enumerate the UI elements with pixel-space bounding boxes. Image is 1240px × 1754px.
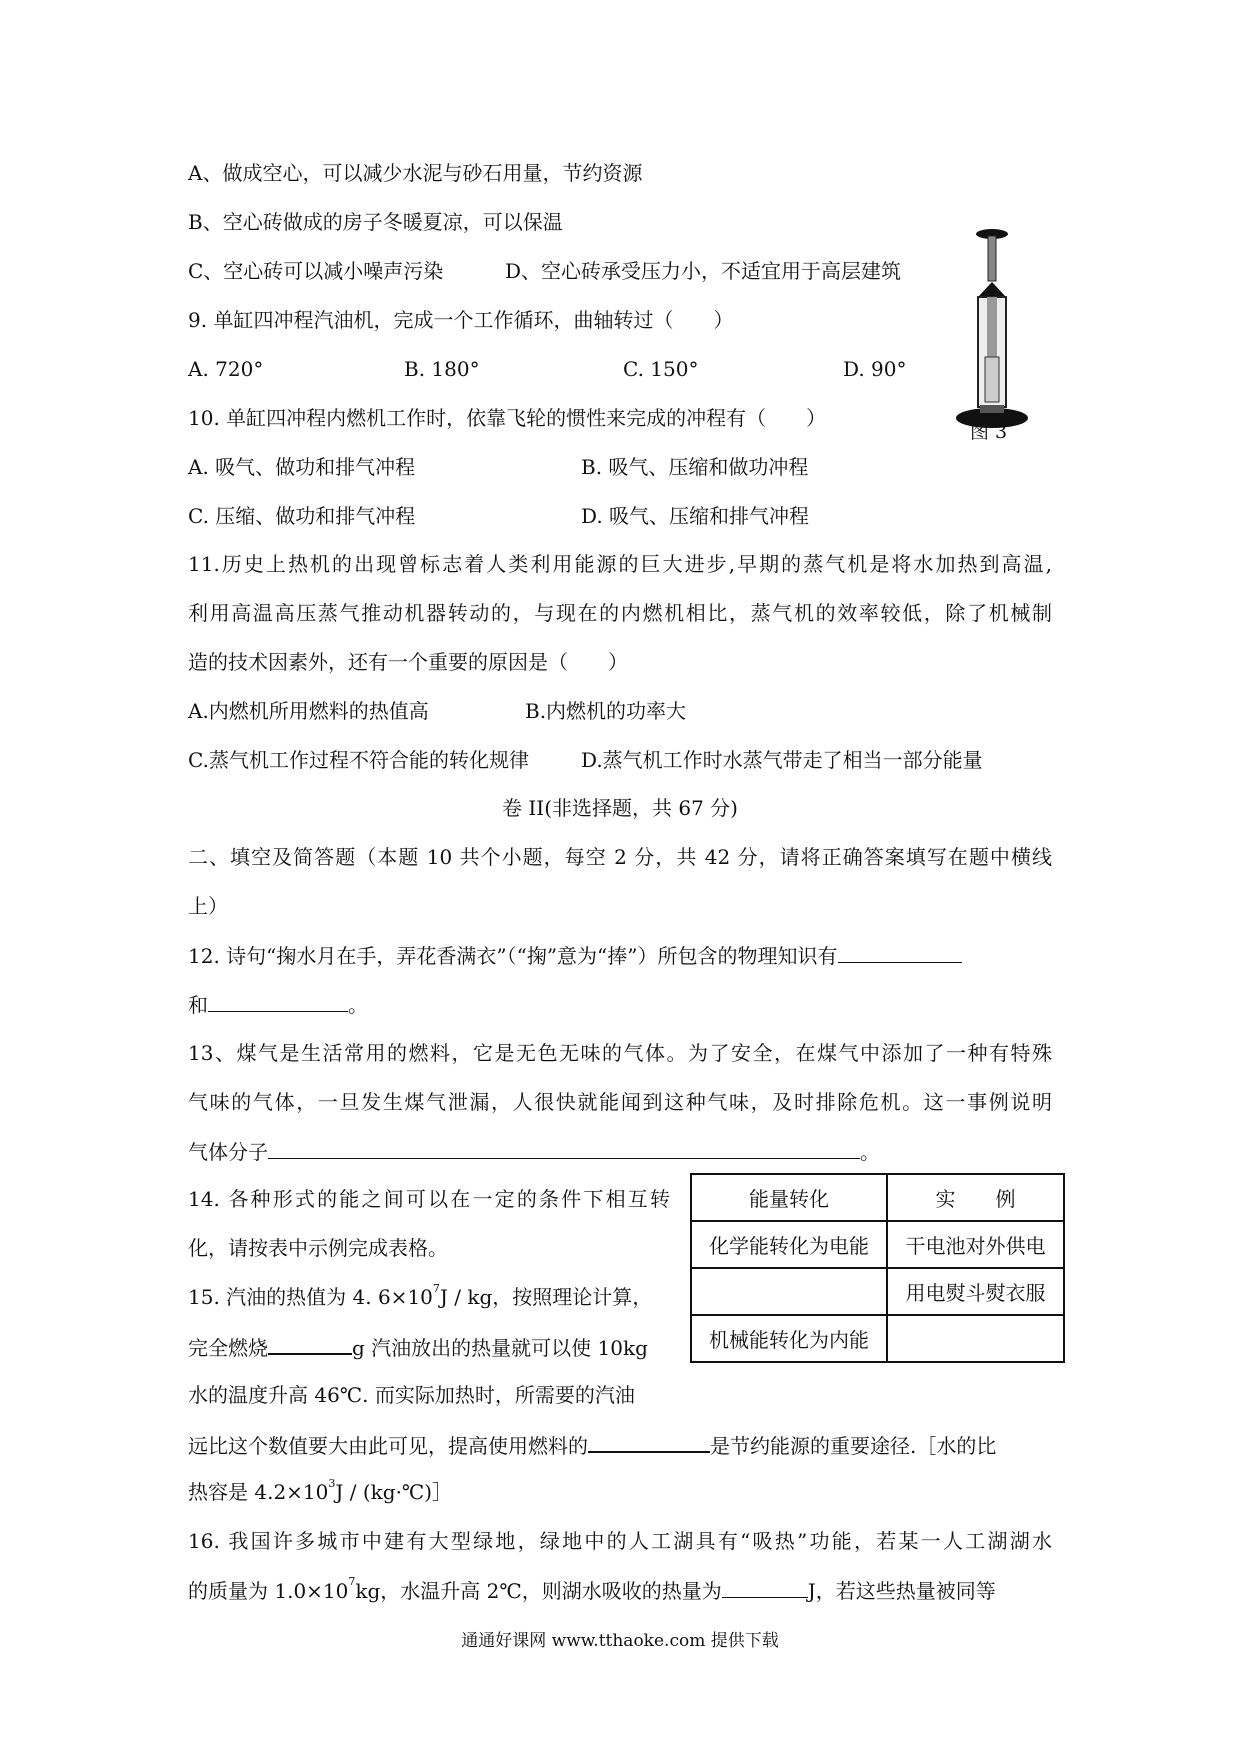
- q11-options-ab: [188, 696, 1048, 726]
- table-cell: 机械能转化为内能: [691, 1315, 887, 1362]
- q13-line-2: 气味的气体，一旦发生煤气泄漏，人很快就能闻到这种气味，及时排除危机。这一事例说明: [188, 1090, 1052, 1114]
- q8-option-d: D、空心砖承受压力小，不适宜用于高层建筑: [505, 259, 902, 283]
- q9-option-c: C. 150°: [623, 357, 699, 381]
- q12-answer-blank-1[interactable]: [838, 940, 962, 963]
- table-header: 实 例: [887, 1174, 1064, 1221]
- figure-3-air-compression-apparatus: [950, 222, 1040, 447]
- q15-exponent: 7: [432, 1282, 440, 1295]
- table-cell: 用电熨斗熨衣服: [887, 1268, 1064, 1315]
- q15-text: 热容是 4.2×10: [188, 1480, 329, 1504]
- q15-text: 远比这个数值要大由此可见，提高使用燃料的: [188, 1434, 588, 1458]
- q15-text: 是节约能源的重要途径.［水的比: [710, 1434, 997, 1458]
- q11-option-c: C.蒸气机工作过程不符合能的转化规律: [188, 748, 529, 772]
- q13-line-1: 13、煤气是生活常用的燃料，它是无色无味的气体。为了安全，在煤气中添加了一种有特殊: [188, 1041, 1052, 1065]
- q8-option-b: B、空心砖做成的房子冬暖夏凉，可以保温: [188, 210, 563, 234]
- q16-line-1: 16. 我国许多城市中建有大型绿地，绿地中的人工湖具有“吸热”功能，若某一人工湖湖水: [188, 1529, 1052, 1553]
- q16-answer-blank[interactable]: [722, 1575, 808, 1598]
- q8-options-cd: [188, 256, 948, 286]
- q16-text: kg，水温升高 2℃，则湖水吸收的热量为: [355, 1579, 722, 1603]
- q15-line-5: [188, 1477, 452, 1507]
- figure-3-caption: 图 3: [970, 421, 1008, 443]
- q12-line-2: [188, 989, 368, 1019]
- q10-option-d: D. 吸气、压缩和排气冲程: [581, 504, 810, 528]
- q15-text: J / kg，按照理论计算，: [439, 1285, 653, 1309]
- table-cell: 化学能转化为电能: [691, 1221, 887, 1268]
- q13-text: 气体分子: [188, 1140, 268, 1164]
- q10-stem: 10. 单缸四冲程内燃机工作时，依靠飞轮的惯性来完成的冲程有（ ）: [188, 406, 827, 430]
- table-header: 能量转化: [691, 1174, 887, 1221]
- section-2-intro-line-2: 上）: [188, 894, 228, 918]
- q11-option-a: A.内燃机所用燃料的热值高: [188, 699, 429, 723]
- q14-line-2: 化，请按表中示例完成表格。: [188, 1236, 448, 1260]
- q12-line-1: [188, 940, 962, 970]
- q10-option-b: B. 吸气、压缩和做功冲程: [581, 455, 809, 479]
- q16-line-2: [188, 1575, 996, 1605]
- section-2-title: 卷 II(非选择题，共 67 分): [502, 796, 738, 820]
- q10-options-cd: [188, 501, 948, 531]
- q12-answer-blank-2[interactable]: [208, 989, 348, 1012]
- q13-answer-blank[interactable]: [268, 1136, 860, 1159]
- q9-option-b: B. 180°: [404, 357, 480, 381]
- table-header-row: [691, 1174, 1064, 1221]
- page-footer: 通通好课网 www.tthaoke.com 提供下载: [461, 1631, 779, 1651]
- q9-option-d: D. 90°: [843, 357, 907, 381]
- q15-text: J / (kg·℃)］: [335, 1480, 453, 1504]
- table-cell-answer-blank[interactable]: [887, 1315, 1064, 1362]
- q11-options-cd: [188, 745, 1048, 775]
- q12-and: 和: [188, 993, 208, 1017]
- q15-line-4: [188, 1429, 996, 1459]
- q11-option-d: D.蒸气机工作时水蒸气带走了相当一部分能量: [581, 748, 983, 772]
- q12-text: 12. 诗句“掬水月在手，弄花香满衣”（“掬”意为“捧”）所包含的物理知识有: [188, 944, 838, 968]
- table-row: [691, 1268, 1064, 1315]
- q11-line-2: 利用高温高压蒸气推动机器转动的，与现在的内燃机相比，蒸气机的效率较低，除了机械制: [188, 601, 1052, 625]
- q15-answer-blank-2[interactable]: [588, 1429, 710, 1453]
- table-row: [691, 1221, 1064, 1268]
- q15-line-2: [188, 1331, 648, 1361]
- q9-stem: 9. 单缸四冲程汽油机，完成一个工作循环，曲轴转过（ ）: [188, 308, 734, 332]
- q16-text: 的质量为 1.0×10: [188, 1579, 349, 1603]
- q12-period: 。: [348, 993, 368, 1017]
- q15-answer-blank-1[interactable]: [268, 1331, 352, 1355]
- q10-option-a: A. 吸气、做功和排气冲程: [188, 455, 416, 479]
- table-row: [691, 1315, 1064, 1362]
- table-cell: 干电池对外供电: [887, 1221, 1064, 1268]
- q15-exponent: 3: [328, 1477, 336, 1490]
- q15-text: g 汽油放出的热量就可以使 10kg: [352, 1336, 648, 1360]
- q11-line-1: 11.历史上热机的出现曾标志着人类利用能源的巨大进步,早期的蒸气机是将水加热到高温,: [188, 552, 1052, 576]
- q15-line-1: [188, 1282, 652, 1312]
- q11-option-b: B.内燃机的功率大: [525, 699, 687, 723]
- q10-option-c: C. 压缩、做功和排气冲程: [188, 504, 416, 528]
- q13-period: 。: [860, 1140, 880, 1164]
- q16-exponent: 7: [348, 1575, 356, 1588]
- q9-option-a: A. 720°: [188, 357, 264, 381]
- q15-line-3: 水的温度升高 46℃. 而实际加热时，所需要的汽油: [188, 1383, 635, 1407]
- table-cell-answer-blank[interactable]: [691, 1268, 887, 1315]
- q8-option-c: C、空心砖可以减小噪声污染: [188, 259, 444, 283]
- q13-line-3: [188, 1136, 880, 1166]
- q9-options: [188, 354, 948, 384]
- q14-line-1: 14. 各种形式的能之间可以在一定的条件下相互转: [188, 1187, 670, 1211]
- q11-line-3: 造的技术因素外，还有一个重要的原因是（ ）: [188, 650, 628, 674]
- q10-options-ab: [188, 452, 948, 482]
- q15-text: 完全燃烧: [188, 1336, 268, 1360]
- section-2-intro-line-1: 二、填空及简答题（本题 10 共个小题，每空 2 分，共 42 分，请将正确答案填写在题中横线: [188, 845, 1052, 869]
- q15-text: 15. 汽油的热值为 4. 6×10: [188, 1285, 433, 1309]
- q8-option-a: A、做成空心，可以减少水泥与砂石用量，节约资源: [188, 161, 643, 185]
- q16-text: J，若这些热量被同等: [807, 1579, 996, 1603]
- energy-conversion-table: [690, 1173, 1065, 1363]
